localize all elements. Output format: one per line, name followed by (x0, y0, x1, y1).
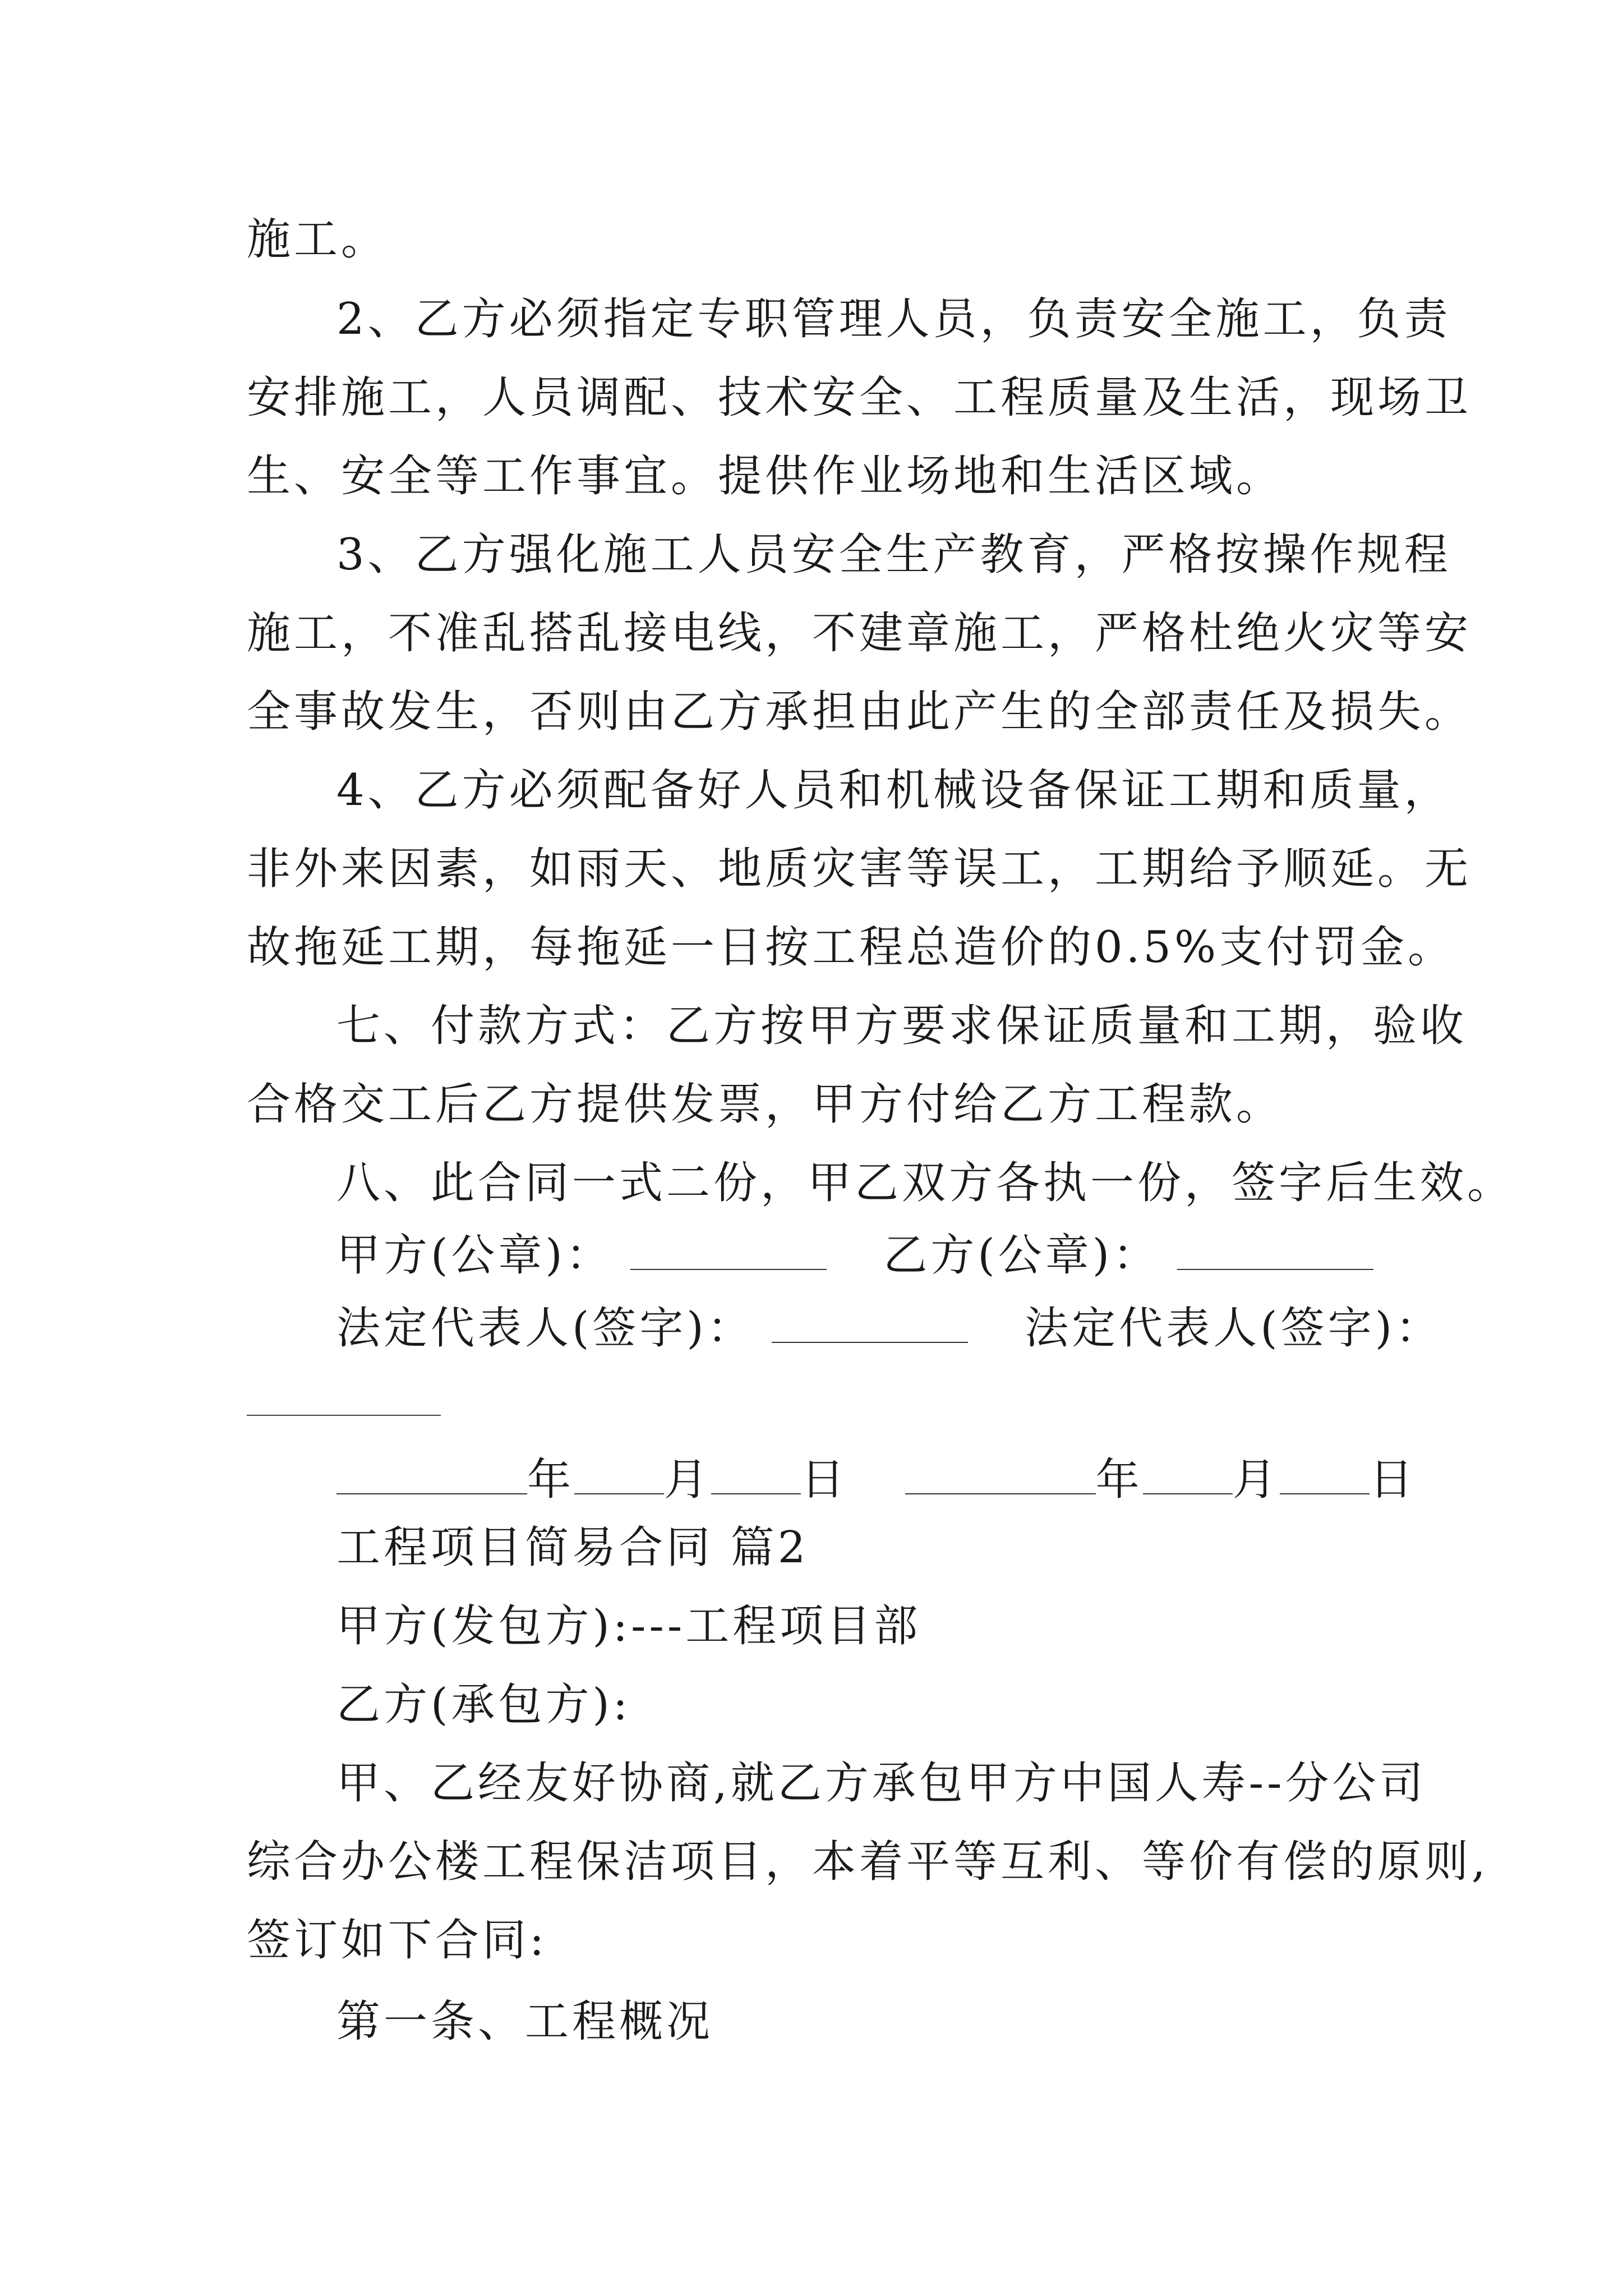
day-blank-a (711, 1453, 801, 1494)
month-blank-a (574, 1453, 664, 1494)
party-b-seal-label: 乙方(公章)： (883, 1230, 1160, 1281)
month-blank-b (1143, 1453, 1233, 1494)
party-a-line: 甲方(发包方):---工程项目部 (336, 1601, 921, 1651)
day-label: 日 (801, 1455, 849, 1505)
paragraph-line: 安排施工，人员调配、技术安全、工程质量及生活，现场卫 (247, 372, 1472, 423)
month-label: 月 (1232, 1455, 1280, 1505)
party-b-line: 乙方(承包方): (336, 1680, 631, 1730)
month-label: 月 (664, 1455, 712, 1505)
party-a-rep-label: 法定代表人(签字)： (336, 1303, 754, 1354)
year-blank-b (905, 1453, 1096, 1494)
intro-line: 甲、乙经友好协商,就乙方承包甲方中国人寿--分公司 (336, 1758, 1427, 1809)
article-heading: 第一条、工程概况 (336, 1996, 714, 2047)
party-a-seal-label: 甲方(公章)： (336, 1230, 613, 1281)
paragraph-line: 施工。 (247, 214, 389, 265)
paragraph-line: 生、安全等工作事宜。提供作业场地和生活区域。 (247, 451, 1284, 501)
year-label: 年 (527, 1455, 575, 1505)
party-b-rep-blank (247, 1415, 441, 1416)
paragraph-line: 合格交工后乙方提供发票，甲方付给乙方工程款。 (247, 1079, 1284, 1130)
date-line (336, 1453, 1481, 1505)
paragraph-line: 故拖延工期，每拖延一日按工程总造价的0.5%支付罚金。 (247, 922, 1455, 973)
intro-line: 综合办公楼工程保洁项目，本着平等互利、等价有偿的原则, (247, 1837, 1489, 1887)
year-blank-a (336, 1453, 527, 1494)
party-b-rep-label: 法定代表人(签字)： (1025, 1303, 1443, 1354)
representative-line (336, 1301, 1481, 1354)
section-title: 工程项目简易合同 篇2 (336, 1522, 809, 1573)
paragraph-line: 全事故发生，否则由乙方承担由此产生的全部责任及损失。 (247, 687, 1472, 737)
party-a-rep-blank (772, 1301, 968, 1343)
paragraph-line: 施工，不准乱搭乱接电线，不建章施工，严格杜绝火灾等安 (247, 608, 1472, 659)
paragraph-line: 2、乙方必须指定专职管理人员，负责安全施工，负责 (336, 294, 1451, 344)
intro-line: 签订如下合同: (247, 1915, 548, 1966)
paragraph-line: 七、付款方式：乙方按甲方要求保证质量和工期，验收 (336, 1001, 1468, 1051)
paragraph-line: 4、乙方必须配备好人员和机械设备保证工期和质量， (336, 765, 1451, 816)
seal-line (336, 1228, 1481, 1281)
paragraph-line: 非外来因素，如雨天、地质灾害等误工，工期给予顺延。无 (247, 844, 1472, 894)
paragraph-line: 3、乙方强化施工人员安全生产教育，严格按操作规程 (336, 530, 1451, 580)
party-b-seal-blank (1177, 1228, 1373, 1270)
year-label: 年 (1095, 1455, 1143, 1505)
party-a-seal-blank (630, 1228, 827, 1270)
day-blank-b (1280, 1453, 1370, 1494)
day-label: 日 (1369, 1455, 1417, 1505)
paragraph-line: 八、此合同一式二份，甲乙双方各执一份，签字后生效。 (336, 1158, 1515, 1208)
